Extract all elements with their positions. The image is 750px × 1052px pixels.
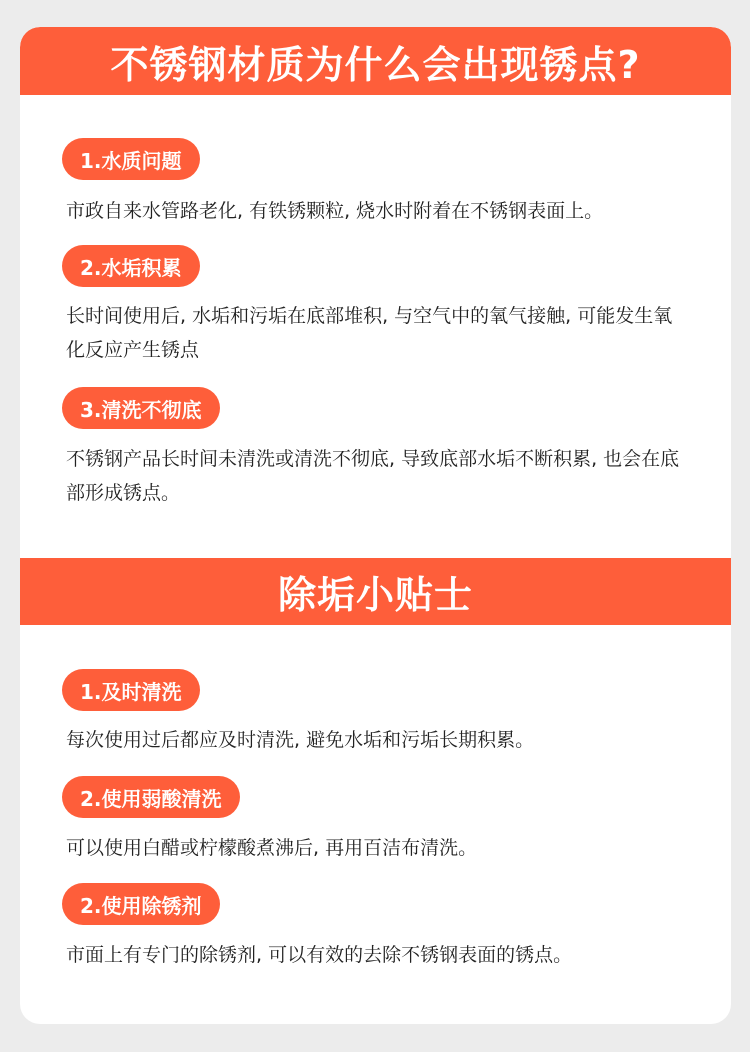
tip-text-clean-promptly: 每次使用过后都应及时清洗, 避免水垢和污垢长期积累。 — [66, 729, 535, 751]
cause-text-incomplete-cleaning: 不锈钢产品长时间未清洗或清洗不彻底, 导致底部水垢不断积累, 也会在底部形成锈点。 — [66, 448, 680, 504]
tip-label-weak-acid: 2.使用弱酸清洗 — [62, 776, 240, 818]
section-title-rust-causes: 不锈钢材质为什么会出现锈点? — [20, 27, 731, 95]
cause-text-scale-buildup: 长时间使用后, 水垢和污垢在底部堆积, 与空气中的氧气接触, 可能发生氧化反应产生锈点 — [66, 305, 673, 361]
tip-label-rust-remover: 2.使用除锈剂 — [62, 883, 220, 925]
info-card — [20, 27, 731, 1024]
cause-text-water-quality: 市政自来水管路老化, 有铁锈颗粒, 烧水时附着在不锈钢表面上。 — [66, 200, 604, 222]
cause-label-water-quality: 1.水质问题 — [62, 138, 200, 180]
tip-text-rust-remover: 市面上有专门的除锈剂, 可以有效的去除不锈钢表面的锈点。 — [66, 944, 573, 966]
cause-label-scale-buildup: 2.水垢积累 — [62, 245, 200, 287]
section-title-descaling-tips: 除垢小贴士 — [20, 558, 731, 625]
tip-label-clean-promptly: 1.及时清洗 — [62, 669, 200, 711]
tip-text-weak-acid: 可以使用白醋或柠檬酸煮沸后, 再用百洁布清洗。 — [66, 837, 478, 859]
cause-label-incomplete-cleaning: 3.清洗不彻底 — [62, 387, 220, 429]
